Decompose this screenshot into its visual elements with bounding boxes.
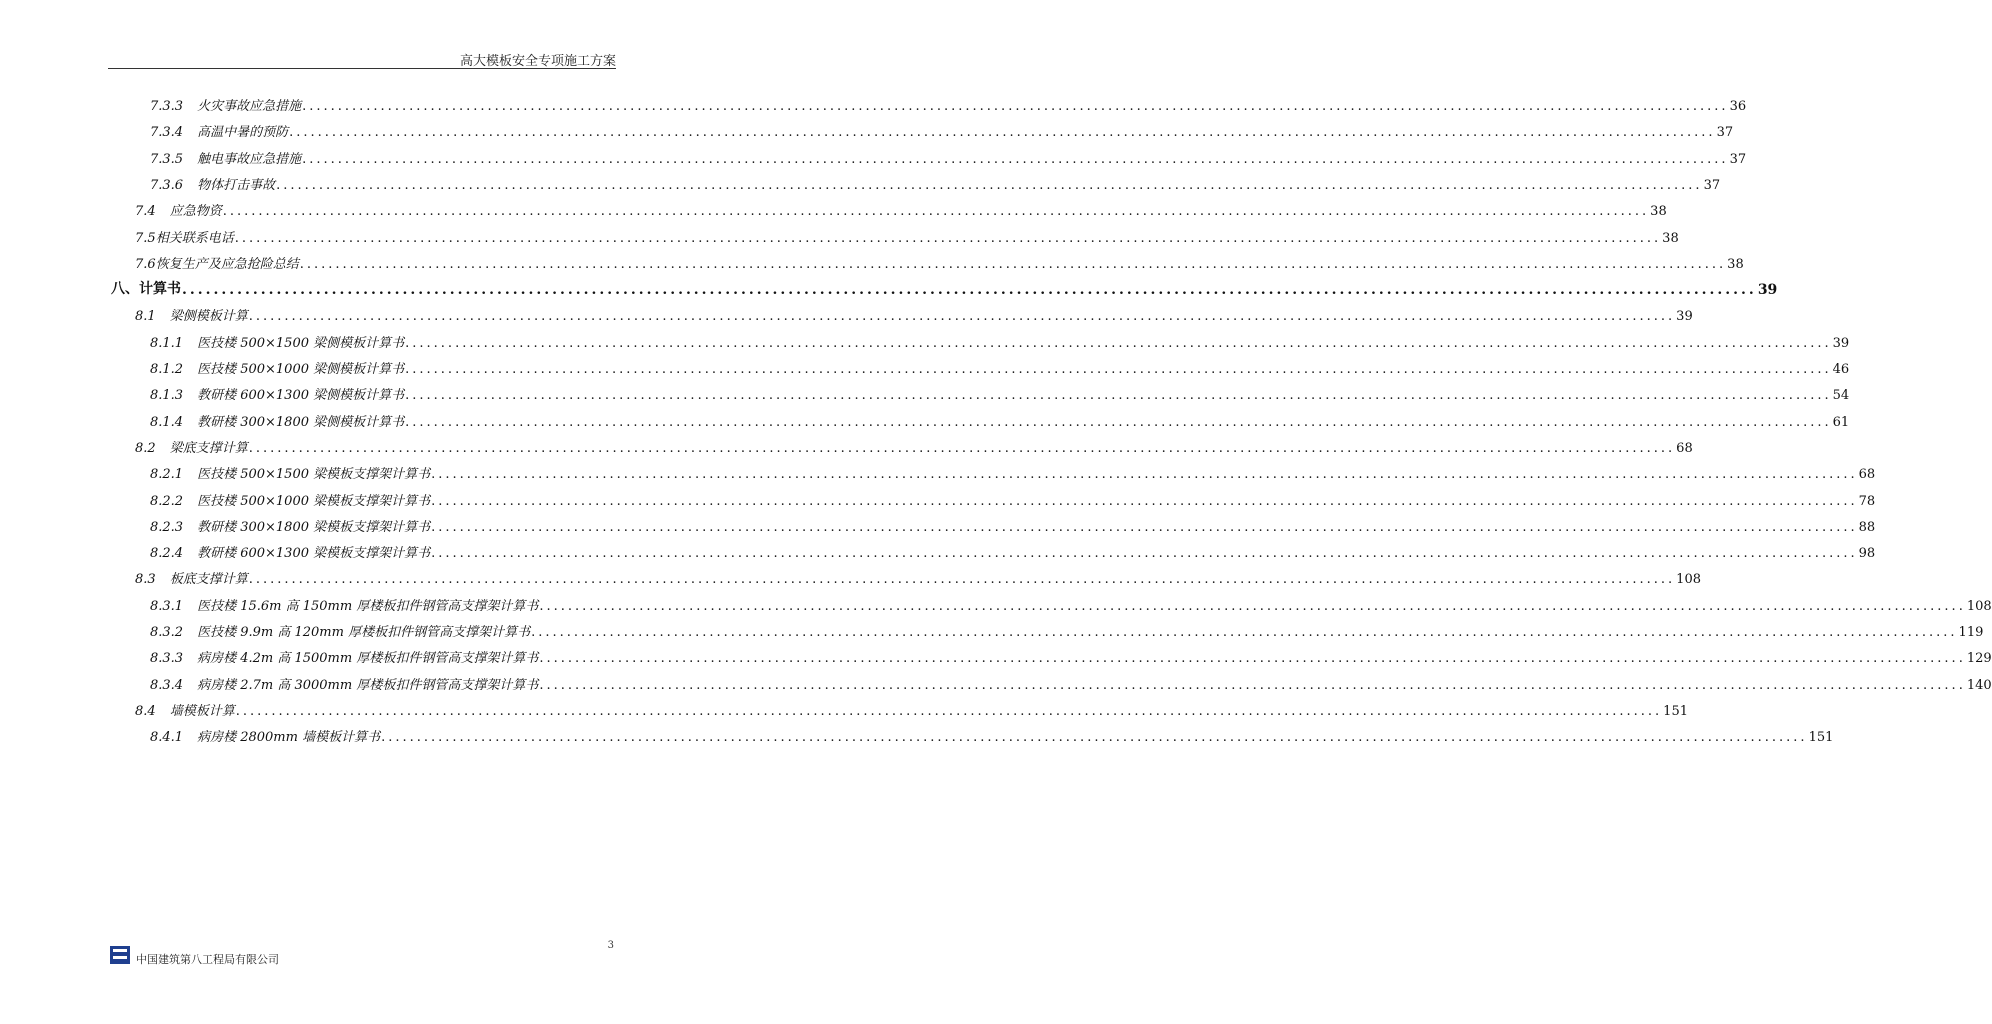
toc-dot-leader: ........................................................................................................................................................................................................ xyxy=(234,230,1662,246)
toc-entry-page: 37 xyxy=(1703,177,1721,193)
toc-entry-title: 梁底支撑计算 xyxy=(169,440,248,456)
toc-entry[interactable] xyxy=(150,592,1992,614)
toc-dot-leader: ........................................................................................................................................................................................................ xyxy=(289,125,1716,141)
toc-entry-page: 68 xyxy=(1676,440,1693,456)
toc-entry-number: 7.5 xyxy=(135,230,156,246)
toc-entry[interactable] xyxy=(150,644,1992,667)
toc-dot-leader: ........................................................................................................................................................................................................ xyxy=(248,309,1676,325)
toc-entry-title: 高温中暑的预防 xyxy=(197,125,289,141)
toc-entry-number: 8.1 xyxy=(135,309,156,325)
page-number: 3 xyxy=(607,940,614,951)
toc-entry-title: 计算书 xyxy=(139,281,181,298)
toc-entry[interactable] xyxy=(135,565,1701,588)
toc-dot-leader: ........................................................................................................................................................................................................ xyxy=(431,493,1858,509)
toc-dot-leader: ........................................................................................................................................................................................................ xyxy=(405,414,1832,430)
toc-dot-leader: ........................................................................................................................................................................................................ xyxy=(302,99,1729,114)
toc-entry-page: 46 xyxy=(1832,362,1850,377)
toc-entry-number: 8.1.3 xyxy=(150,388,184,404)
toc-entry[interactable] xyxy=(135,224,1679,246)
toc-entry-title: 医技楼 500×1000 梁侧模板计算书 xyxy=(197,362,405,377)
toc-entry-number: 8.3.1 xyxy=(150,598,184,614)
toc-entry-number: 7.6 xyxy=(135,256,156,272)
toc-dot-leader: ........................................................................................................................................................................................................ xyxy=(276,177,1703,193)
toc-entry-page: 108 xyxy=(1966,598,1992,614)
toc-entry[interactable] xyxy=(150,381,1850,404)
toc-entry-title: 教研楼 300×1800 梁侧模板计算书 xyxy=(197,414,405,430)
toc-entry-title: 医技楼 500×1500 梁侧模板计算书 xyxy=(197,335,405,351)
toc-entry-title: 触电事故应急措施 xyxy=(197,151,302,167)
toc-entry-number: 7.3.6 xyxy=(150,177,184,193)
toc-entry[interactable] xyxy=(150,618,1984,640)
toc-entry[interactable] xyxy=(150,513,1876,535)
toc-entry-title: 教研楼 600×1300 梁模板支撑架计算书 xyxy=(197,546,431,562)
toc-dot-leader: ........................................................................................................................................................................................................ xyxy=(539,677,1966,693)
toc-dot-leader: ........................................................................................................................................................................................................ xyxy=(299,256,1727,272)
toc-dot-leader: ........................................................................................................................................................................................................ xyxy=(182,282,1757,299)
toc-entry-page: 38 xyxy=(1727,256,1744,272)
toc-entry-title: 火灾事故应急措施 xyxy=(197,99,302,114)
toc-entry-title: 医技楼 500×1000 梁模板支撑架计算书 xyxy=(197,493,431,509)
toc-entry-number: 8.3.4 xyxy=(150,677,184,693)
toc-entry-number: 8.3.3 xyxy=(150,651,184,667)
toc-dot-leader: ........................................................................................................................................................................................................ xyxy=(405,388,1832,404)
toc-entry-title: 教研楼 600×1300 梁侧模板计算书 xyxy=(197,388,405,404)
toc-entry-number: 7.4 xyxy=(135,204,156,220)
company-name: 中国建筑第八工程局有限公司 xyxy=(136,953,279,966)
toc-entry-page: 39 xyxy=(1676,309,1693,325)
header-divider xyxy=(108,68,616,69)
toc-dot-leader: ........................................................................................................................................................................................................ xyxy=(222,204,1650,220)
toc-entry-number: 8.2 xyxy=(135,440,156,456)
toc-entry-number: 8.1.2 xyxy=(150,362,184,377)
toc-entry-page: 38 xyxy=(1662,230,1679,246)
toc-entry[interactable] xyxy=(135,697,1688,719)
toc-entry[interactable] xyxy=(150,460,1876,483)
toc-entry-number: 7.3.4 xyxy=(150,125,184,141)
toc-dot-leader: ........................................................................................................................................................................................................ xyxy=(302,151,1729,167)
toc-entry-page: 68 xyxy=(1858,467,1876,483)
toc-entry-page: 129 xyxy=(1966,651,1992,667)
toc-entry-page: 39 xyxy=(1757,282,1778,299)
toc-entry-title: 相关联系电话 xyxy=(155,230,234,246)
document-title: 高大模板安全专项施工方案 xyxy=(459,54,616,69)
toc-entry-number: 8.1.4 xyxy=(150,414,184,430)
toc-entry[interactable] xyxy=(150,355,1850,377)
toc-entry-page: 61 xyxy=(1832,414,1850,430)
toc-entry-number: 7.3.5 xyxy=(150,151,184,167)
toc-entry-title: 恢复生产及应急抢险总结 xyxy=(155,256,299,272)
toc-entry-page: 54 xyxy=(1832,388,1850,404)
toc-entry-page: 37 xyxy=(1729,151,1747,167)
toc-entry-title: 病房楼 2800mm 墙模板计算书 xyxy=(197,730,381,746)
toc-entry-page: 36 xyxy=(1729,99,1747,114)
toc-entry-page: 151 xyxy=(1663,703,1688,719)
toc-entry-title: 板底支撑计算 xyxy=(169,572,248,588)
toc-entry-number: 8.2.4 xyxy=(150,546,184,562)
toc-entry[interactable] xyxy=(135,434,1693,456)
toc-entry-number: 8.3.2 xyxy=(150,625,184,640)
toc-entry-page: 78 xyxy=(1858,493,1876,509)
toc-entry-page: 140 xyxy=(1966,677,1992,693)
toc-entry-title: 医技楼 500×1500 梁模板支撑架计算书 xyxy=(197,467,431,483)
toc-entry[interactable] xyxy=(150,671,1992,693)
toc-entry-title: 墙模板计算 xyxy=(169,703,235,719)
toc-entry[interactable] xyxy=(150,539,1876,562)
toc-entry-title: 应急物资 xyxy=(169,204,222,220)
toc-entry-page: 151 xyxy=(1808,730,1834,746)
toc-entry-page: 98 xyxy=(1858,546,1876,562)
toc-entry[interactable] xyxy=(150,723,1834,746)
toc-entry-title: 医技楼 9.9m 高 120mm 厚楼板扣件钢管高支撑架计算书 xyxy=(197,625,531,640)
toc-entry-number: 8.2.3 xyxy=(150,519,184,535)
toc-dot-leader: ........................................................................................................................................................................................................ xyxy=(539,651,1966,667)
toc-entry-number: 7.3.3 xyxy=(150,99,184,114)
toc-dot-leader: ........................................................................................................................................................................................................ xyxy=(248,440,1676,456)
toc-dot-leader: ........................................................................................................................................................................................................ xyxy=(235,703,1663,719)
toc-entry[interactable] xyxy=(150,329,1850,351)
toc-entry-number: 8.3 xyxy=(135,572,156,588)
toc-entry-title: 病房楼 4.2m 高 1500mm 厚楼板扣件钢管高支撑架计算书 xyxy=(197,651,539,667)
toc-dot-leader: ........................................................................................................................................................................................................ xyxy=(431,467,1858,483)
toc-dot-leader: ........................................................................................................................................................................................................ xyxy=(539,598,1966,614)
toc-entry-title: 教研楼 300×1800 梁模板支撑架计算书 xyxy=(197,519,431,535)
toc-entry[interactable] xyxy=(150,487,1876,509)
toc-entry[interactable] xyxy=(150,92,1747,114)
toc-entry[interactable] xyxy=(135,302,1693,325)
toc-entry-page: 38 xyxy=(1650,204,1667,220)
toc-entry[interactable] xyxy=(150,118,1734,141)
toc-entry-number: 8.2.2 xyxy=(150,493,184,509)
toc-dot-leader: ........................................................................................................................................................................................................ xyxy=(405,335,1832,351)
toc-dot-leader: ........................................................................................................................................................................................................ xyxy=(405,362,1832,377)
toc-dot-leader: ........................................................................................................................................................................................................ xyxy=(431,519,1858,535)
toc-dot-leader: ........................................................................................................................................................................................................ xyxy=(431,546,1858,562)
toc-entry-number: 8.4 xyxy=(135,703,156,719)
toc-entry-title: 物体打击事故 xyxy=(197,177,276,193)
toc-entry-page: 88 xyxy=(1858,519,1876,535)
toc-entry-page: 39 xyxy=(1832,335,1850,351)
toc-entry-number: 8.2.1 xyxy=(150,467,184,483)
toc-entry[interactable] xyxy=(111,276,1778,299)
toc-entry-page: 119 xyxy=(1958,625,1984,640)
toc-entry-title: 梁侧模板计算 xyxy=(169,309,248,325)
toc-entry-number: 8.1.1 xyxy=(150,335,184,351)
toc-entry[interactable] xyxy=(135,250,1744,272)
toc-entry[interactable] xyxy=(135,197,1667,220)
toc-entry[interactable] xyxy=(150,171,1721,193)
toc-dot-leader: ........................................................................................................................................................................................................ xyxy=(531,625,1958,640)
toc-entry-number: 8.4.1 xyxy=(150,730,184,746)
cscec-logo-icon xyxy=(110,946,130,964)
toc-entry-page: 37 xyxy=(1716,125,1734,141)
toc-entry-title: 医技楼 15.6m 高 150mm 厚楼板扣件钢管高支撑架计算书 xyxy=(197,598,539,614)
toc-entry-number: 八、 xyxy=(111,281,139,298)
toc-dot-leader: ........................................................................................................................................................................................................ xyxy=(248,572,1676,588)
toc-entry-title: 病房楼 2.7m 高 3000mm 厚楼板扣件钢管高支撑架计算书 xyxy=(197,677,539,693)
toc-entry[interactable] xyxy=(150,145,1747,167)
toc-dot-leader: ........................................................................................................................................................................................................ xyxy=(381,730,1808,746)
toc-entry-page: 108 xyxy=(1676,572,1701,588)
toc-entry[interactable] xyxy=(150,408,1850,430)
